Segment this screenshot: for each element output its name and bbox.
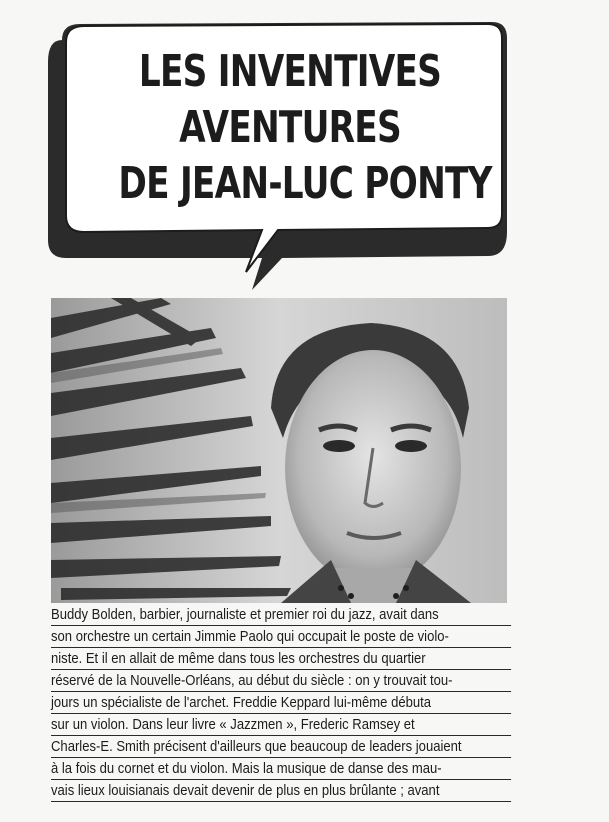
article-line: Charles-E. Smith précisent d'ailleurs que beaucoup de leaders jouaient bbox=[51, 736, 511, 758]
article-line: sur un violon. Dans leur livre « Jazzmen », Frederic Ramsey et bbox=[51, 714, 511, 736]
article-line: son orchestre un certain Jimmie Paolo qui occupait le poste de violo- bbox=[51, 626, 511, 648]
article-line: niste. Et il en allait de même dans tous les orchestres du quartier bbox=[51, 648, 511, 670]
article-line: vais lieux louisianais devait devenir de plus en plus brûlante ; avant bbox=[51, 780, 511, 802]
headline-line-3: DE JEAN-LUC PONTY bbox=[118, 158, 492, 209]
face bbox=[285, 350, 461, 586]
article-body bbox=[51, 604, 511, 802]
article-line: réservé de la Nouvelle-Orléans, au début du siècle : on y trouvait tou- bbox=[51, 670, 511, 692]
headline bbox=[118, 44, 492, 212]
article-line: jours un spécialiste de l'archet. Freddie Keppard lui-même débuta bbox=[51, 692, 511, 714]
article-line: à la fois du cornet et du violon. Mais la musique de danse des mau- bbox=[51, 758, 511, 780]
headline-line-1: LES INVENTIVES bbox=[138, 46, 442, 97]
headline-line-2: AVENTURES bbox=[179, 102, 401, 153]
article-line: Buddy Bolden, barbier, journaliste et premier roi du jazz, avait dans bbox=[51, 604, 511, 626]
portrait-photo bbox=[51, 298, 507, 603]
